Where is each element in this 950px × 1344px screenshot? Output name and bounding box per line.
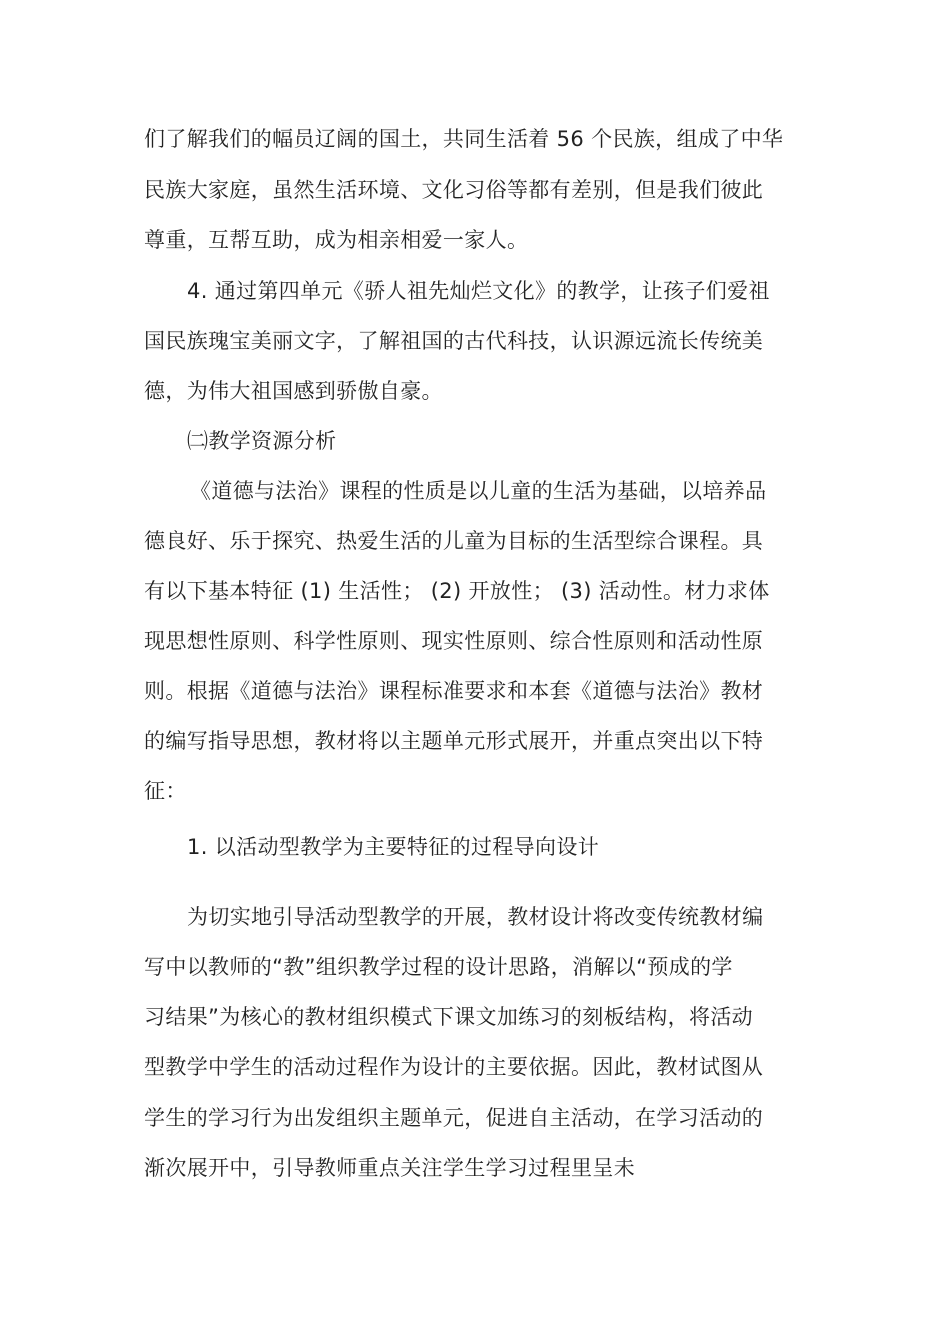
paragraph-3-line-5: 则。根据《道德与法治》课程标准要求和本套《道德与法治》教材 bbox=[144, 679, 764, 703]
paragraph-1-line-1: 们了解我们的幅员辽阔的国土，共同生活着 56 个民族，组成了中华 bbox=[144, 127, 784, 151]
subheading: 1. 以活动型教学为主要特征的过程导向设计 bbox=[187, 835, 600, 859]
paragraph-2-line-1: 4. 通过第四单元《骄人祖先灿烂文化》的教学，让孩子们爱祖 bbox=[187, 279, 770, 303]
paragraph-3-line-3: 有以下基本特征 (1) 生活性； (2) 开放性； (3) 活动性。材力求体 bbox=[144, 579, 770, 603]
paragraph-1-line-3: 尊重，互帮互助，成为相亲相爱一家人。 bbox=[144, 228, 529, 252]
section-heading: ㈡教学资源分析 bbox=[187, 429, 337, 453]
paragraph-4-line-2: 写中以教师的“教”组织教学过程的设计思路，消解以“预成的学 bbox=[144, 955, 733, 979]
paragraph-4-line-1: 为切实地引导活动型教学的开展，教材设计将改变传统教材编 bbox=[187, 905, 764, 929]
paragraph-4-line-4: 型教学中学生的活动过程作为设计的主要依据。因此，教材试图从 bbox=[144, 1055, 764, 1079]
paragraph-2-line-3: 德，为伟大祖国感到骄傲自豪。 bbox=[144, 379, 443, 403]
paragraph-4-line-5: 学生的学习行为出发组织主题单元，促进自主活动，在学习活动的 bbox=[144, 1106, 764, 1130]
paragraph-1-line-2: 民族大家庭，虽然生活环境、文化习俗等都有差别，但是我们彼此 bbox=[144, 178, 764, 202]
paragraph-3-line-7: 征： bbox=[144, 779, 187, 803]
paragraph-3-line-1: 《道德与法治》课程的性质是以儿童的生活为基础，以培养品 bbox=[190, 479, 767, 503]
paragraph-4-line-6: 渐次展开中，引导教师重点关注学生学习过程里呈未 bbox=[144, 1156, 636, 1180]
paragraph-3-line-6: 的编写指导思想，教材将以主题单元形式展开，并重点突出以下特 bbox=[144, 729, 764, 753]
paragraph-3-line-4: 现思想性原则、科学性原则、现实性原则、综合性原则和活动性原 bbox=[144, 629, 764, 653]
paragraph-2-line-2: 国民族瑰宝美丽文字，了解祖国的古代科技，认识源远流长传统美 bbox=[144, 329, 764, 353]
paragraph-4-line-3: 习结果”为核心的教材组织模式下课文加练习的刻板结构，将活动 bbox=[144, 1005, 754, 1029]
paragraph-3-line-2: 德良好、乐于探究、热爱生活的儿童为目标的生活型综合课程。具 bbox=[144, 529, 764, 553]
